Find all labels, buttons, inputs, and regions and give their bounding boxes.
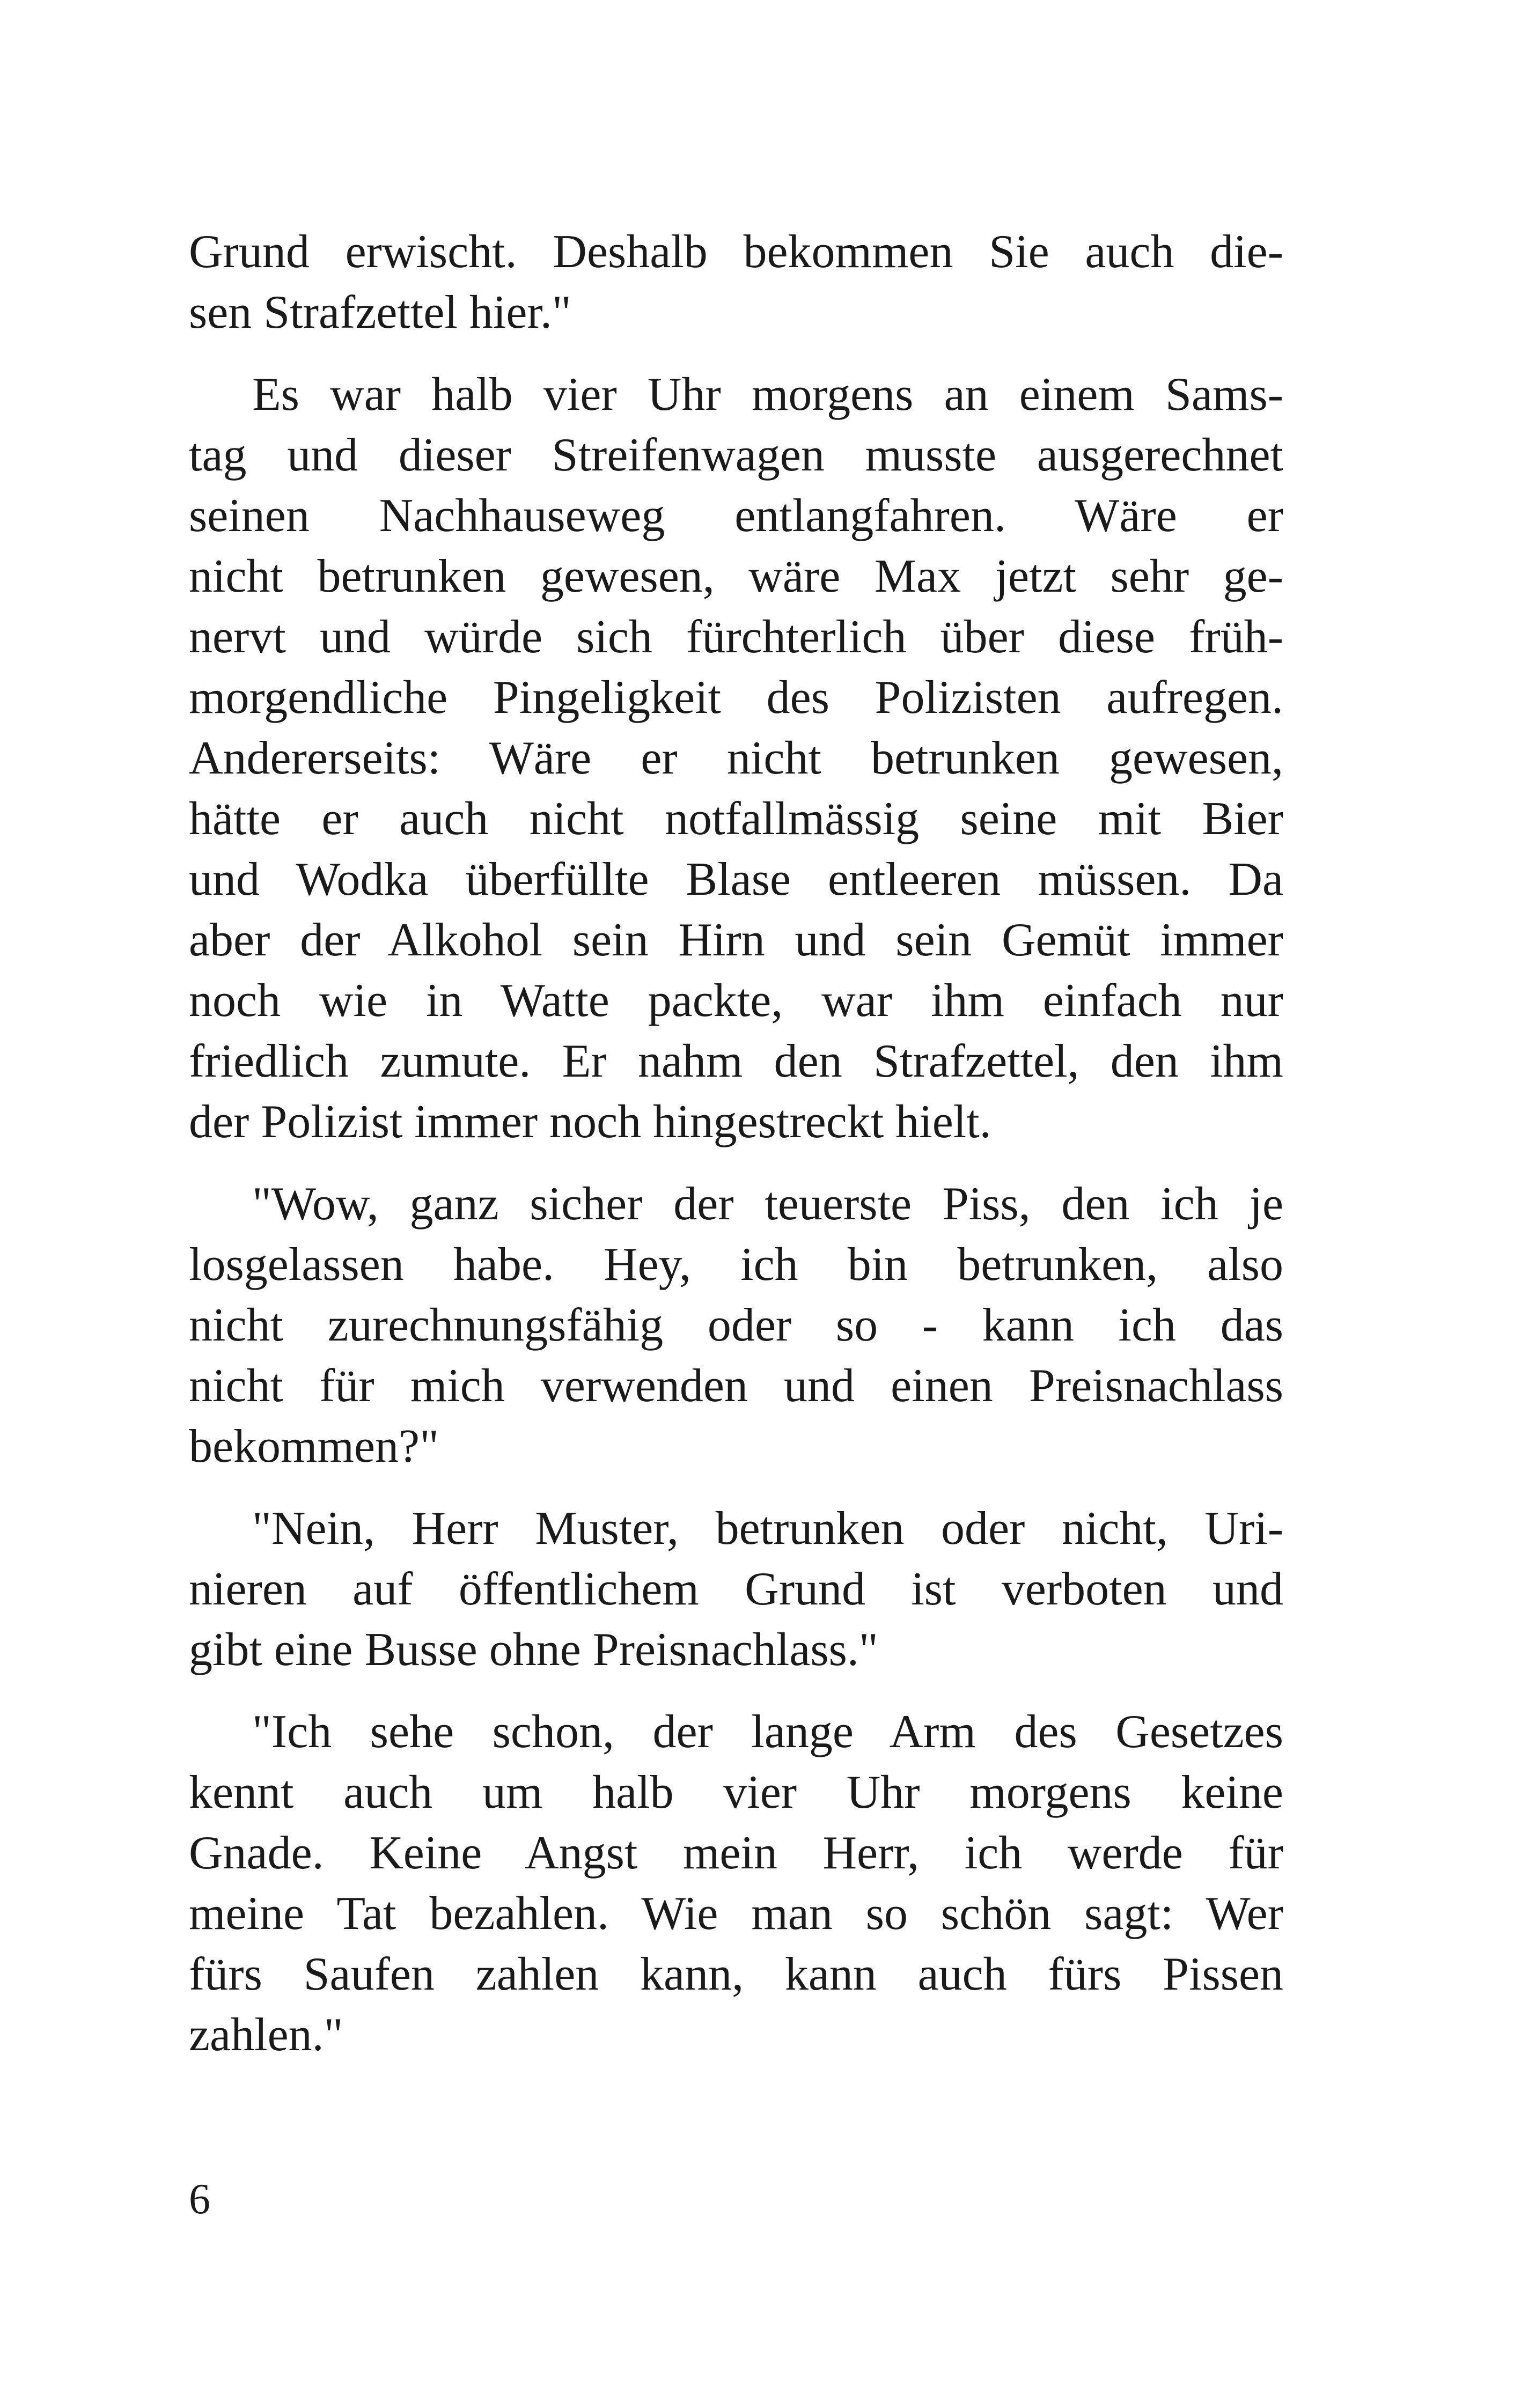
text-line: seinen Nachhauseweg entlangfahren. Wäre er (189, 490, 1283, 542)
text-line: Grund erwischt. Deshalb bekommen Sie auch die- (189, 226, 1283, 278)
text-line: der Polizist immer noch hingestreckt hielt. (189, 1096, 991, 1148)
text-line: losgelassen habe. Hey, ich bin betrunken, also (189, 1239, 1283, 1291)
text-line: "Wow, ganz sicher der teuerste Piss, den ich je (252, 1178, 1283, 1230)
text-line: aber der Alkohol sein Hirn und sein Gemüt immer (189, 914, 1283, 966)
text-line: nervt und würde sich fürchterlich über diese früh- (189, 611, 1283, 663)
text-line: fürs Saufen zahlen kann, kann auch fürs Pissen (189, 1948, 1283, 2000)
text-line: gibt eine Busse ohne Preisnachlass." (189, 1624, 878, 1676)
text-line: kennt auch um halb vier Uhr morgens keine (189, 1766, 1283, 1818)
body-text (189, 222, 1283, 2065)
text-line: zahlen." (189, 2009, 343, 2061)
text-line: tag und dieser Streifenwagen musste ausgerechnet (189, 429, 1283, 481)
text-line: und Wodka überfüllte Blase entleeren müssen. Da (189, 853, 1283, 905)
text-line: morgendliche Pingeligkeit des Polizisten aufregen. (189, 672, 1283, 724)
text-line: "Nein, Herr Muster, betrunken oder nicht, Uri- (252, 1503, 1283, 1555)
paragraph (189, 1498, 1283, 1680)
text-line: Es war halb vier Uhr morgens an einem Sams- (252, 369, 1283, 421)
text-line: Gnade. Keine Angst mein Herr, ich werde für (189, 1827, 1283, 1879)
text-line: meine Tat bezahlen. Wie man so schön sagt: Wer (189, 1888, 1283, 1940)
text-line: noch wie in Watte packte, war ihm einfach nur (189, 975, 1283, 1027)
text-line: friedlich zumute. Er nahm den Strafzettel, den ihm (189, 1035, 1283, 1087)
text-line: nicht zurechnungsfähig oder so - kann ich das (189, 1299, 1283, 1351)
paragraph (189, 1702, 1283, 2065)
text-line: nieren auf öffentlichem Grund ist verboten und (189, 1563, 1283, 1615)
text-line: hätte er auch nicht notfallmässig seine mit Bier (189, 793, 1283, 845)
text-line: bekommen?" (189, 1420, 439, 1472)
paragraph (189, 364, 1283, 1152)
text-line: Andererseits: Wäre er nicht betrunken gewesen, (189, 732, 1283, 784)
text-line: sen Strafzettel hier." (189, 286, 571, 338)
text-line: nicht für mich verwenden und einen Preisnachlass (189, 1360, 1283, 1412)
paragraph (189, 222, 1283, 343)
paragraph (189, 1174, 1283, 1477)
text-line: nicht betrunken gewesen, wäre Max jetzt sehr ge- (189, 550, 1283, 602)
page-number: 6 (189, 2176, 210, 2223)
text-line: "Ich sehe schon, der lange Arm des Gesetzes (252, 1706, 1283, 1758)
